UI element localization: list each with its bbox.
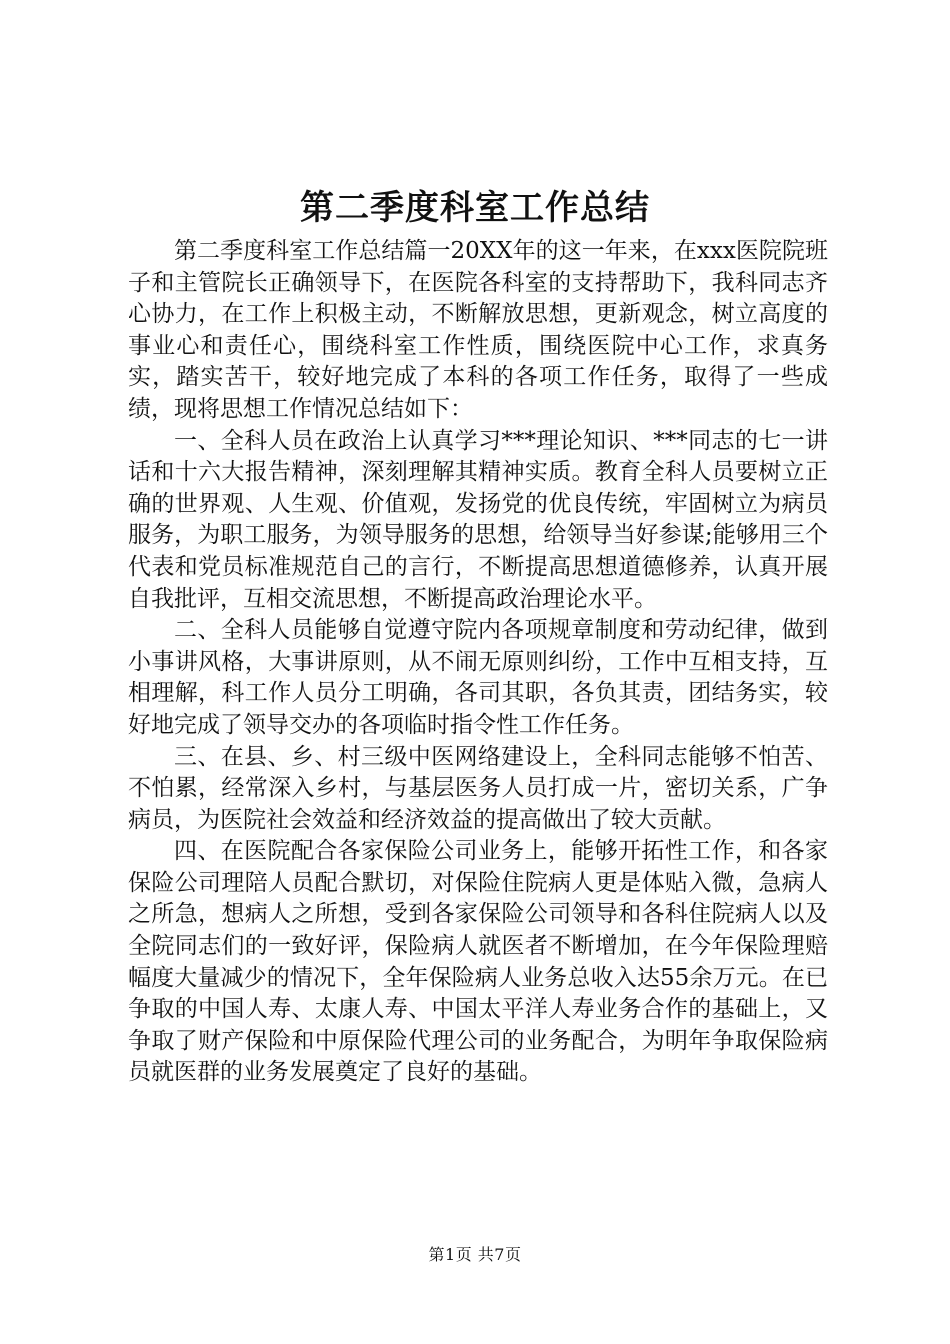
document-body (128, 236, 828, 1089)
paragraph-section-3: 三、在县、乡、村三级中医网络建设上，全科同志能够不怕苦、不怕累，经常深入乡村，与基层医务人员打成一片，密切关系，广争病员，为医院社会效益和经济效益的提高做出了较大贡献。 (128, 743, 828, 833)
paragraph-section-2: 二、全科人员能够自觉遵守院内各项规章制度和劳动纪律，做到小事讲风格，大事讲原则，从不闹无原则纠纷，工作中互相支持，互相理解，科工作人员分工明确，各司其职，各负其责，团结务实，较好地完成了领导交办的各项临时指令性工作任务。 (128, 617, 828, 738)
paragraph-section-4: 四、在医院配合各家保险公司业务上，能够开拓性工作，和各家保险公司理陪人员配合默切，对保险住院病人更是体贴入微，急病人之所急，想病人之所想，受到各家保险公司领导和各科住院病人以及全院同志们的一致好评，保险病人就医者不断增加，在今年保险理赔幅度大量减少的情况下，全年保险病人业务总收入达55余万元。在已争取的中国人寿、太康人寿、中国太平洋人寿业务合作的基础上，又争取了财产保险和中原保险代理公司的业务配合，为明年争取保险病员就医群的业务发展奠定了良好的基础。 (128, 838, 828, 1086)
page-number-footer: 第1页 共7页 (428, 1245, 522, 1264)
document-title: 第二季度科室工作总结 (300, 188, 650, 228)
paragraph-section-1: 一、全科人员在政治上认真学习***理论知识、***同志的七一讲话和十六大报告精神，深刻理解其精神实质。教育全科人员要树立正确的世界观、人生观、价值观，发扬党的优良传统，牢固树立为病员服务，为职工服务，为领导服务的思想，给领导当好参谋;能够用三个代表和党员标准规范自己的言行，不断提高思想道德修养，认真开展自我批评，互相交流思想，不断提高政治理论水平。 (128, 427, 828, 612)
paragraph-intro: 第二季度科室工作总结篇一20XX年的这一年来，在xxx医院院班子和主管院长正确领导下，在医院各科室的支持帮助下，我科同志齐心协力，在工作上积极主动，不断解放思想，更新观念，树立高度的事业心和责任心，围绕科室工作性质，围绕医院中心工作，求真务实，踏实苦干，较好地完成了本科的各项工作任务，取得了一些成绩，现将思想工作情况总结如下： (128, 238, 828, 422)
